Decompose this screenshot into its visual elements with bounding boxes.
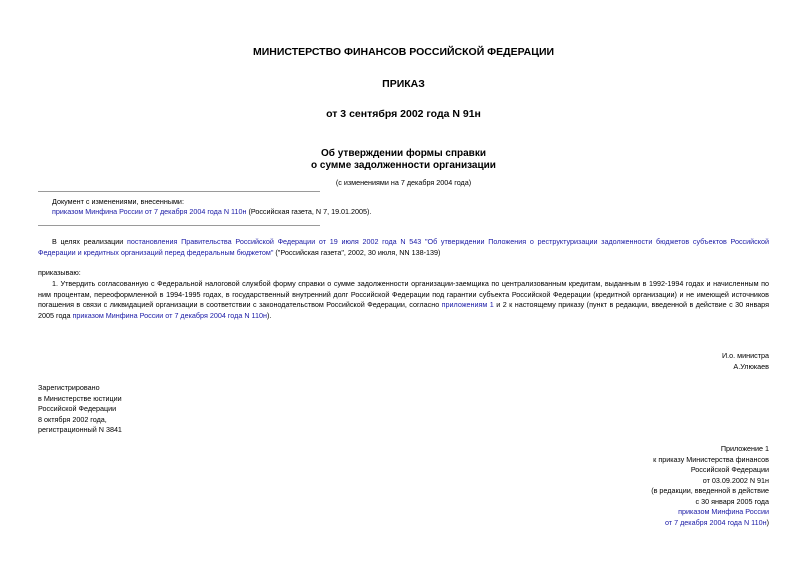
preamble-paragraph [38,237,769,258]
amended-note: (с изменениями на 7 декабря 2004 года) [335,178,472,187]
preamble-link[interactable]: постановления Правительства Российской Федерации от 19 июля 2002 года N 543 "Об утверждении Положения о реструктуризации задолженности бюджетов субъектов Российской Федерации и кредитных организаций перед федеральным бюджетом" [38,237,769,257]
divider-bottom [38,225,320,226]
signature-name: А.Улюкаев [733,362,769,371]
ministry-heading: МИНИСТЕРСТВО ФИНАНСОВ РОССИЙСКОЙ ФЕДЕРАЦИИ [252,46,555,58]
registration-line: Российской Федерации [38,404,117,413]
item-1-end: ). [266,311,272,321]
appendix-line: от 03.09.2002 N 91н [702,475,769,485]
changes-tail: (Российская газета, N 7, 19.01.2005). [246,207,372,216]
changes-link[interactable]: приказом Минфина России от 7 декабря 2004 года N 110н [52,207,247,216]
appendix-1-link[interactable]: приложениям 1 [441,300,494,310]
item-1-paragraph [38,279,769,322]
signature-position: И.о. министра [722,351,769,360]
appendix-order-link-2[interactable]: от 7 декабря 2004 года N 110н [664,517,767,527]
appendix-line: с 30 января 2005 года [695,496,769,506]
preamble-lead: В целях реализации [52,237,128,246]
appendix-line: Приложение 1 [720,444,769,453]
doc-type-heading: ПРИКАЗ [382,78,425,90]
registration-block [38,383,122,436]
changes-label: Документ с изменениями, внесенными: [52,197,184,206]
registration-line: в Министерстве юстиции [38,393,122,403]
doc-date-number: от 3 сентября 2002 года N 91н [326,108,481,120]
title-line-1: Об утверждении формы справки [321,148,486,159]
appendix-block [651,444,769,528]
preamble-tail: ("Российская газета", 2002, 30 июля, NN 138-139) [273,247,441,257]
registration-line: 8 октября 2002 года, [38,414,107,424]
appendix-close: ) [766,517,769,527]
registration-line: Зарегистрировано [38,383,100,392]
divider-top [38,191,320,192]
appendix-order-link-1[interactable]: приказом Минфина России [678,507,769,516]
appendix-line: к приказу Министерства финансов [653,454,769,464]
appendix-line: (в редакции, введенной в действие [651,486,769,495]
changes-line [52,207,371,218]
appendix-line: Российской Федерации [690,465,769,474]
amending-order-link[interactable]: приказом Минфина России от 7 декабря 2004 года N 110н [72,311,267,321]
title-line-2: о сумме задолженности организации [311,160,496,171]
item-1-mid: и 2 к настоящему приказу (пункт в редакции, введенной в действие с 30 января 2005 года [38,300,769,321]
order-word: приказываю: [38,268,81,277]
registration-line: регистрационный N 3841 [38,425,122,434]
item-1-text: 1. Утвердить согласованную с Федеральной налоговой службой форму справки о сумме задолженности организации-заемщика по централизованным кредитам, выданным в 1992-1994 годах и начисленным по ним процентам, переоформленной в 1994-1995 годах, в государственный внутренний долг Российской Федерации под гарантии субъекта Российской Федерации (кредитной организации) и не имеющей источников погашения в связи с ликвидацией организации в соответствии с законодательством Российской Федерации, согласно [38,279,769,310]
